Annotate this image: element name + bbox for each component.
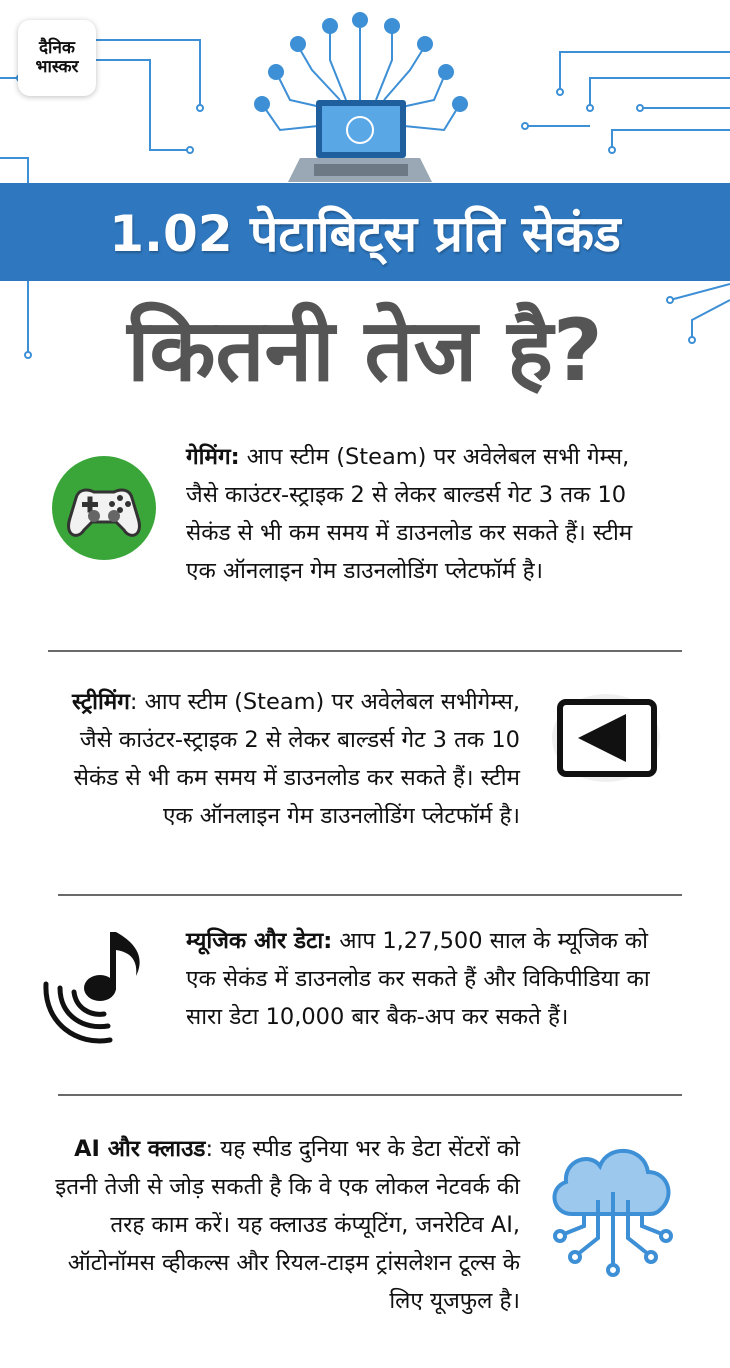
section-gaming bbox=[186, 438, 656, 590]
section-music-data bbox=[186, 922, 656, 1036]
section-gaming-text bbox=[186, 438, 656, 590]
title-banner bbox=[0, 183, 730, 281]
section-streaming-text bbox=[60, 683, 520, 835]
section-ai-cloud-text bbox=[40, 1130, 520, 1320]
section-ai-cloud-heading: AI और क्लाउड bbox=[74, 1136, 206, 1162]
divider-3 bbox=[58, 1094, 682, 1096]
divider-2 bbox=[58, 894, 682, 896]
section-ai-cloud bbox=[40, 1130, 520, 1320]
section-music-data-text bbox=[186, 922, 656, 1036]
game-controller-icon bbox=[48, 450, 160, 564]
section-gaming-heading: गेमिंग: bbox=[186, 444, 240, 470]
cloud-network-icon bbox=[544, 1130, 682, 1278]
logo-line1: दैनिक bbox=[39, 38, 75, 58]
section-streaming-heading: स्ट्रीमिंग bbox=[72, 689, 130, 715]
section-ai-cloud-body: : यह स्पीड दुनिया भर के डेटा सेंटरों को इतनी तेजी से जोड़ सकती है कि वे एक लोकल नेटवर्क की तरह काम करें। यह क्लाउड कंप्यूटिंग, जनरेटिव AI, ऑटोनॉमस व्हीकल्स और रियल-टाइम ट्रांसलेशन टूल्स के लिए यूजफुल है। bbox=[55, 1136, 520, 1314]
logo-line2: भास्कर bbox=[35, 57, 79, 77]
section-streaming bbox=[60, 683, 520, 835]
music-note-icon bbox=[38, 924, 162, 1050]
divider-1 bbox=[48, 650, 682, 652]
section-gaming-body: आप स्टीम (Steam) पर अवेलेबल सभी गेम्स, जैसे काउंटर-स्ट्राइक 2 से लेकर बाल्डर्स गेट 3 तक 10 सेकंड से भी कम समय में डाउनलोड कर सकते हैं। स्टीम एक ऑनलाइन गेम डाउनलोडिंग प्लेटफॉर्म है। bbox=[186, 444, 633, 584]
section-streaming-body: : आप स्टीम (Steam) पर अवेलेबल सभीगेम्स, जैसे काउंटर-स्ट्राइक 2 से लेकर बाल्डर्स गेट 3 तक 10 सेकंड से भी कम समय में डाउनलोड कर सकते हैं। स्टीम एक ऑनलाइन गेम डाउनलोडिंग प्लेटफॉर्म है। bbox=[73, 689, 520, 829]
headline: कितनी तेज है? bbox=[127, 301, 603, 401]
section-music-data-body: आप 1,27,500 साल के म्यूजिक को एक सेकंड में डाउनलोड कर सकते हैं और विकिपीडिया का सारा डेटा 10,000 बार बैक-अप कर सकते हैं। bbox=[186, 928, 650, 1030]
section-music-data-heading: म्यूजिक और डेटा: bbox=[186, 928, 333, 954]
banner-title: 1.02 पेटाबिट्स प्रति सेकंड bbox=[109, 205, 621, 263]
play-screen-icon bbox=[550, 686, 662, 786]
dainik-bhaskar-logo bbox=[18, 20, 96, 96]
